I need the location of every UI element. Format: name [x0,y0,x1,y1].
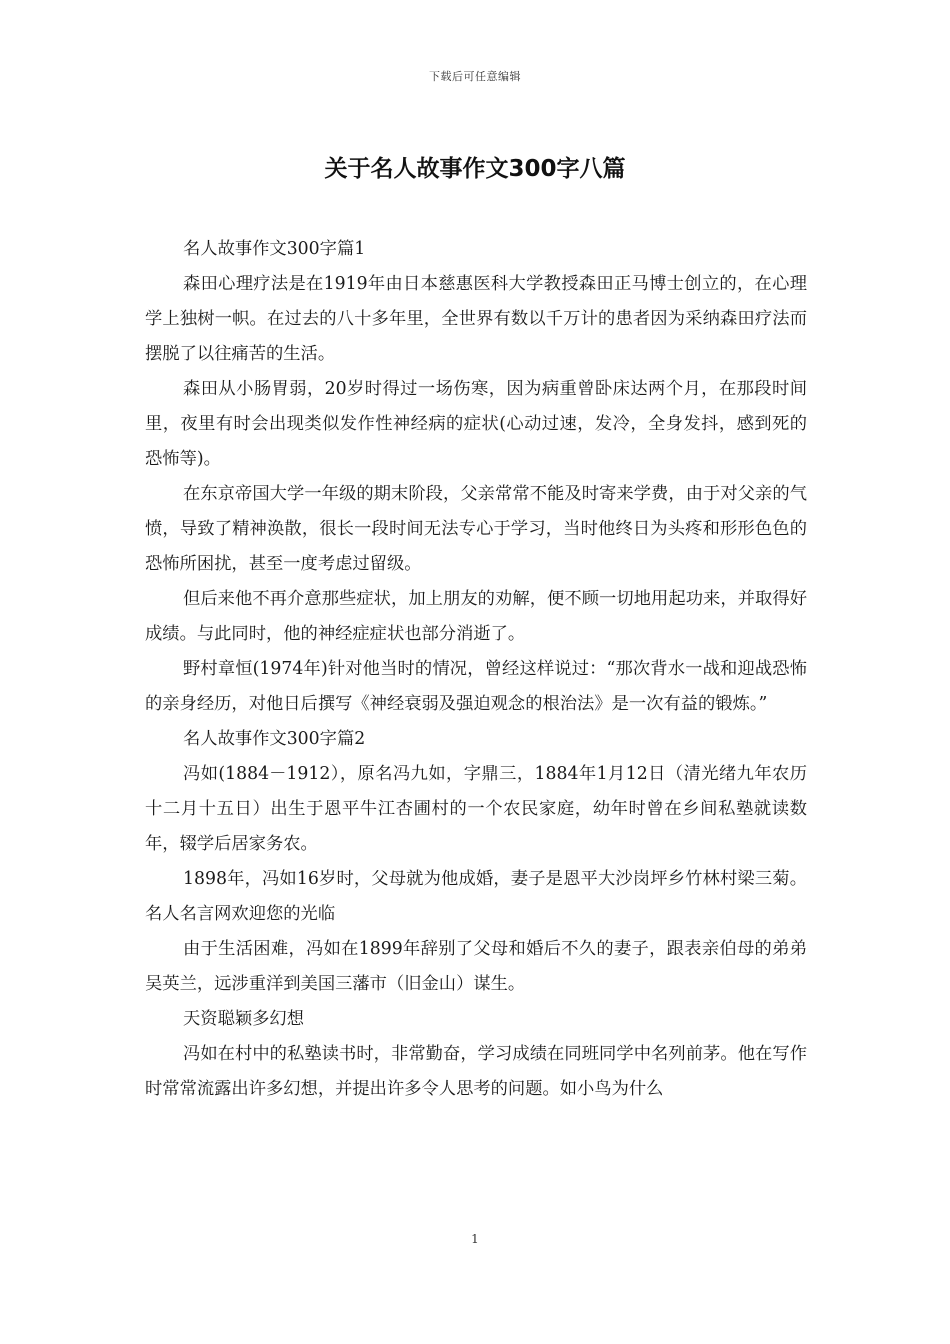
paragraph: 森田心理疗法是在1919年由日本慈惠医科大学教授森田正马博士创立的，在心理学上独树一帜。在过去的八十多年里，全世界有数以千万计的患者因为采纳森田疗法而摆脱了以往痛苦的生活。 [145,274,807,364]
subheading: 天资聪颖多幻想 [183,1009,304,1029]
paragraph: 在东京帝国大学一年级的期末阶段，父亲常常不能及时寄来学费，由于对父亲的气愤，导致了精神涣散，很长一段时间无法专心于学习，当时他终日为头疼和形形色色的恐怖所困扰，甚至一度考虑过留级。 [145,484,807,574]
section-heading: 名人故事作文300字篇2 [183,729,366,749]
document-title: 关于名人故事作文300字八篇 [324,156,626,182]
page-number: 1 [471,1232,479,1246]
paragraph: 野村章恒(1974年)针对他当时的情况，曾经这样说过：“那次背水一战和迎战恐怖的亲身经历，对他日后撰写《神经衰弱及强迫观念的根治法》是一次有益的锻炼。” [145,659,807,714]
header-note: 下载后可任意编辑 [429,70,521,83]
section-heading: 名人故事作文300字篇1 [183,239,366,259]
paragraph: 冯如在村中的私塾读书时，非常勤奋，学习成绩在同班同学中名列前茅。他在写作时常常流露出许多幻想，并提出许多令人思考的问题。如小鸟为什么 [145,1044,807,1099]
paragraph: 冯如(1884－1912），原名冯九如，字鼎三，1884年1月12日（清光绪九年农历十二月十五日）出生于恩平牛江杏圃村的一个农民家庭，幼年时曾在乡间私塾就读数年，辍学后居家务农。 [145,764,807,854]
document-body [145,232,807,1107]
paragraph: 1898年，冯如16岁时，父母就为他成婚，妻子是恩平大沙岗坪乡竹林村梁三菊。名人名言网欢迎您的光临 [145,869,807,924]
paragraph: 但后来他不再介意那些症状，加上朋友的劝解，便不顾一切地用起功来，并取得好成绩。与此同时，他的神经症症状也部分消逝了。 [145,589,807,644]
paragraph: 森田从小肠胃弱，20岁时得过一场伤寒，因为病重曾卧床达两个月，在那段时间里，夜里有时会出现类似发作性神经病的症状(心动过速，发冷，全身发抖，感到死的恐怖等)。 [145,379,807,469]
paragraph: 由于生活困难，冯如在1899年辞别了父母和婚后不久的妻子，跟表亲伯母的弟弟吴英兰，远涉重洋到美国三藩市（旧金山）谋生。 [145,939,807,994]
